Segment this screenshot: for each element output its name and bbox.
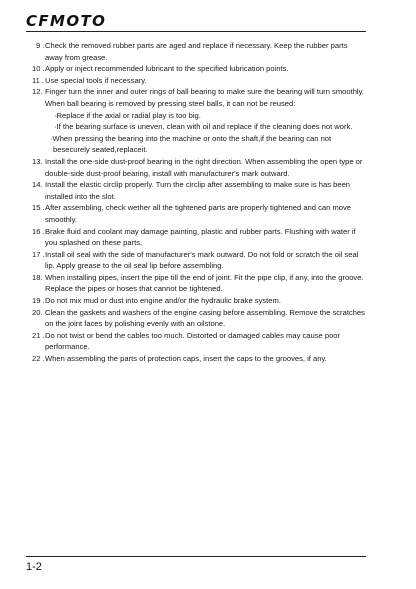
brand-logo: CFMOTO bbox=[26, 12, 107, 30]
item-text: Install oil seal with the side of manufacturer's mark outward. Do not fold or scratch the oil seal lip. Apply grease to the oil seal lip before assembling. bbox=[45, 249, 359, 271]
item-text: Do not mix mud or dust into engine and/or the hydraulic brake system. bbox=[45, 296, 281, 306]
item-text: After assembling, check wether all the tightened parts are properly tightened and can move smoothly. bbox=[45, 203, 352, 224]
list-item-10 bbox=[32, 63, 366, 75]
item-text: Install the one-side dust-proof bearing in the right direction. When assembling the open type or double-side dust-proof bearing, install with manufacturer's mark outward. bbox=[45, 156, 363, 178]
item-text: Clean the gaskets and washers of the engine casing before assembling. Remove the scratches on the joint faces by polishing evenly with an oilstone. bbox=[45, 307, 365, 329]
instruction-list bbox=[32, 40, 366, 365]
item-number: 10 . bbox=[32, 64, 45, 74]
item-number: 20. bbox=[32, 307, 43, 317]
list-item-9 bbox=[36, 40, 366, 63]
item-number: 18. bbox=[32, 272, 43, 282]
list-item-18 bbox=[32, 272, 366, 295]
bearing-note-uneven: ·If the bearing surface is uneven, clean with oil and replace if the cleaning does not work. bbox=[54, 122, 353, 132]
list-item-15 bbox=[32, 202, 366, 225]
list-item-20 bbox=[32, 307, 366, 330]
bearing-note-pressing: ·When pressing the bearing into the machine or onto the shaft,if the bearing can not besecurely seated,replaceit. bbox=[50, 133, 332, 155]
list-item-19 bbox=[32, 295, 366, 307]
page-number: 1-2 bbox=[26, 561, 42, 573]
item-number: 19 . bbox=[32, 296, 45, 306]
item-number: 17 . bbox=[32, 249, 45, 259]
item-number: 14. bbox=[32, 180, 43, 190]
item-number: 15 . bbox=[32, 203, 45, 213]
item-text: Install the elastic circlip properly. Turn the circlip after assembling to make sure is has been installed into the slot. bbox=[45, 180, 351, 201]
item-number: 22 . bbox=[32, 354, 45, 364]
item-text: When installing pipes, insert the pipe till the end of joint. Fit the pipe clip, if any, into the groove. Replace the pipes or hoses that cannot be tightened. bbox=[45, 272, 364, 294]
item-text: Do not twist or bend the cables too much. Distorted or damaged cables may cause poor performance. bbox=[45, 330, 341, 352]
item-text: Finger turn the inner and outer rings of ball bearing to make sure the bearing will turn smoothly. When ball bearing is removed by pressing steel balls, it can not be reused: bbox=[45, 87, 364, 108]
item-number: 11 . bbox=[32, 75, 45, 85]
footer-divider bbox=[26, 556, 366, 557]
list-item-11 bbox=[32, 75, 366, 87]
list-item-16 bbox=[32, 226, 366, 249]
bearing-note-play: ·Replace if the axial or radial play is too big. bbox=[54, 110, 201, 120]
item-number: 12. bbox=[32, 87, 43, 97]
item-number: 13. bbox=[32, 156, 43, 166]
list-item-13 bbox=[32, 156, 366, 179]
item-number: 21 . bbox=[32, 330, 45, 340]
item-text: Use special tools if necessary. bbox=[45, 75, 147, 85]
item-number: 16 . bbox=[32, 226, 45, 236]
item-number: 9 . bbox=[36, 41, 45, 50]
list-item-14 bbox=[32, 179, 366, 202]
item-text: Apply or inject recommended lubricant to the specified lubrication points. bbox=[45, 64, 289, 74]
list-item-22 bbox=[32, 353, 366, 365]
item-text: Check the removed rubber parts are aged and replace if necessary. Keep the rubber parts away from grease. bbox=[45, 41, 348, 62]
list-item-17 bbox=[32, 249, 366, 272]
list-item-12 bbox=[32, 86, 366, 156]
list-item-21 bbox=[32, 330, 366, 353]
item-text: Brake fluid and coolant may damage painting, plastic and rubber parts. Flushing with water if you splashed on these parts. bbox=[45, 226, 356, 248]
header-divider bbox=[26, 31, 366, 32]
item-text: When assembling the parts of protection caps, insert the caps to the grooves, if any. bbox=[45, 354, 327, 364]
